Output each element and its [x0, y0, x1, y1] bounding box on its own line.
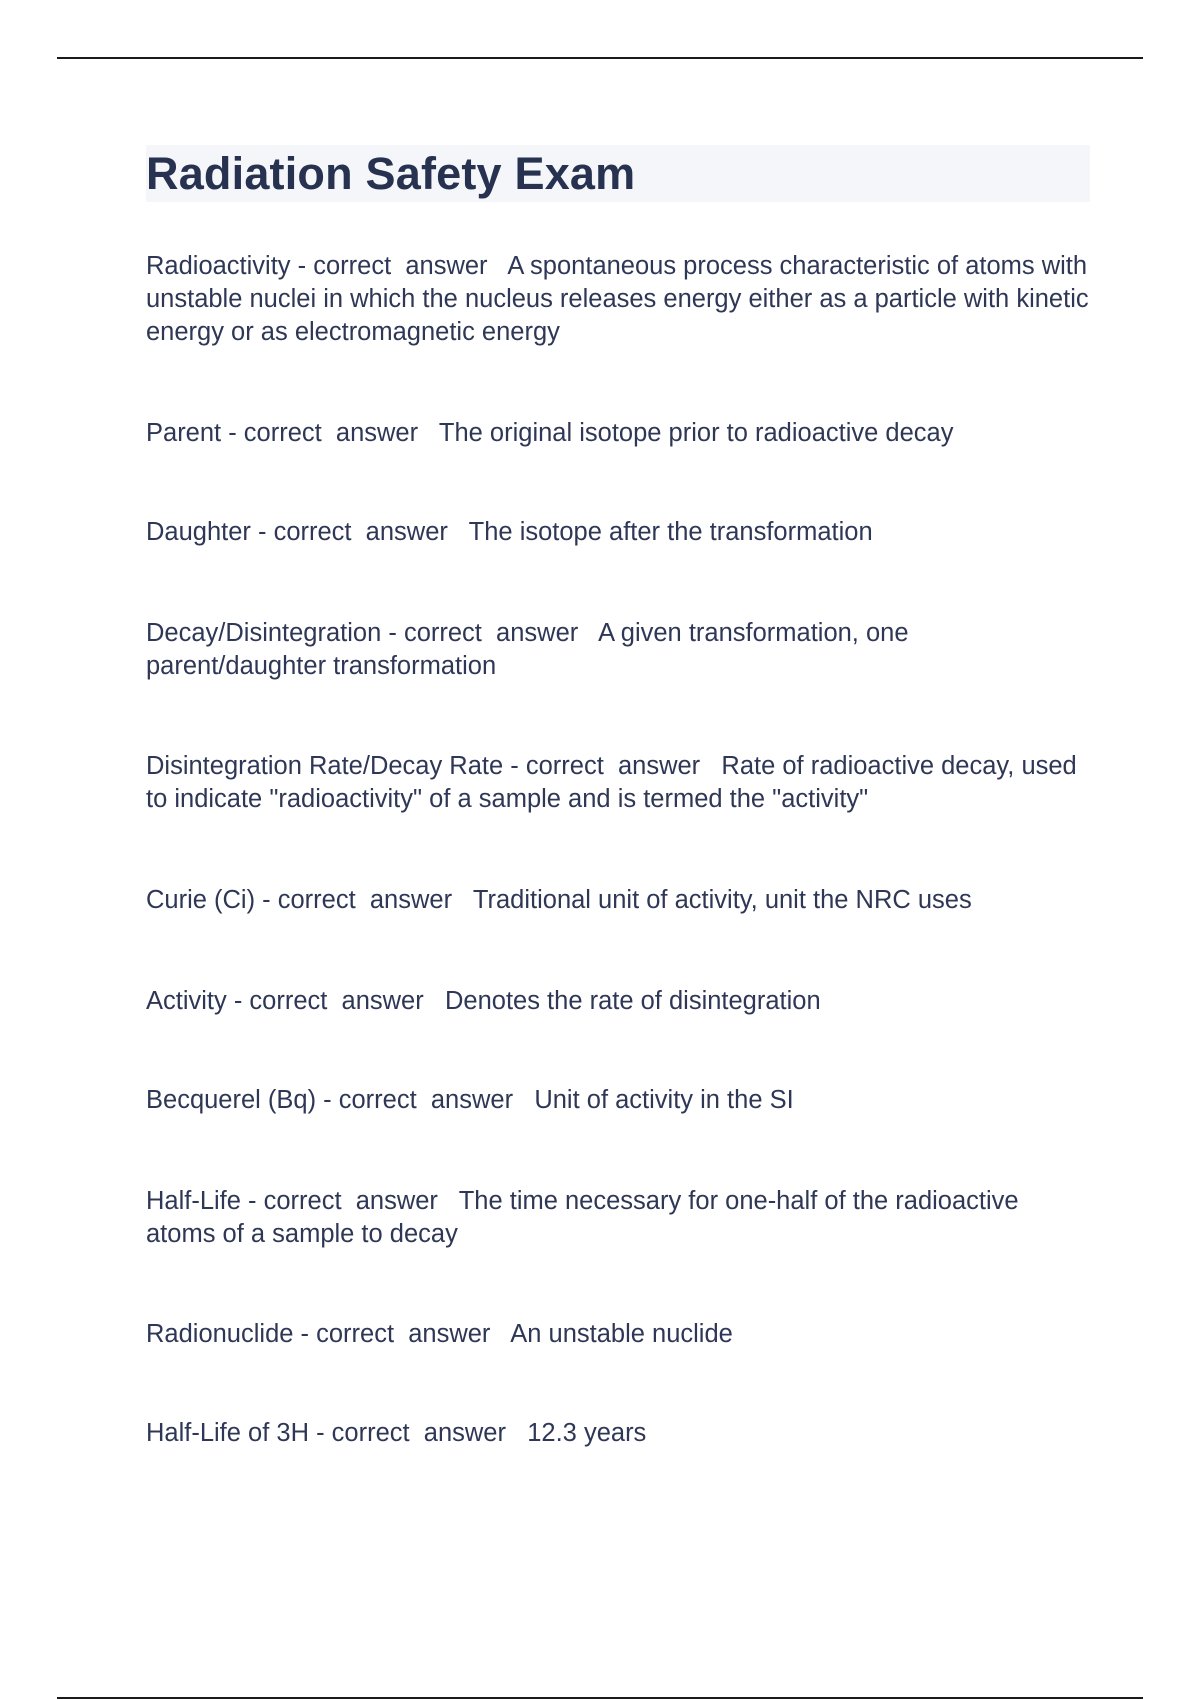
qa-item	[146, 617, 1090, 683]
qa-separator: - correct answer	[293, 1320, 511, 1348]
qa-term: Half-Life of 3H	[146, 1419, 309, 1447]
qa-answer: The isotope after the transformation	[468, 518, 873, 546]
qa-separator: - correct answer	[255, 886, 473, 914]
qa-term: Disintegration Rate/Decay Rate	[146, 752, 504, 780]
qa-item	[146, 884, 1090, 917]
qa-separator: - correct answer	[250, 518, 469, 546]
qa-term: Daughter	[146, 518, 251, 546]
qa-item	[146, 250, 1090, 349]
qa-item	[146, 985, 1090, 1018]
qa-term: Curie (Ci)	[146, 886, 256, 914]
qa-item	[146, 1417, 1090, 1450]
qa-separator: - correct answer	[503, 752, 722, 780]
qa-item	[146, 1318, 1090, 1351]
qa-answer: Traditional unit of activity, unit the NRC uses	[472, 886, 972, 914]
qa-item	[146, 1084, 1090, 1117]
qa-answer: A given transformation, one parent/daughter transformation	[146, 619, 909, 680]
qa-answer: An unstable nuclide	[510, 1320, 733, 1348]
qa-answer: Denotes the rate of disintegration	[445, 987, 821, 1015]
qa-separator: - correct answer	[316, 1086, 535, 1114]
qa-term: Activity	[146, 987, 227, 1015]
qa-item	[146, 750, 1090, 816]
qa-term: Half-Life	[146, 1187, 241, 1215]
qa-answer: Rate of radioactive decay, used to indicate "radioactivity" of a sample and is termed the "activity"	[146, 752, 1077, 813]
qa-answer: 12.3 years	[527, 1419, 647, 1447]
qa-item	[146, 516, 1090, 549]
title-bar	[146, 145, 1090, 202]
qa-separator: - correct answer	[226, 987, 445, 1015]
qa-item	[146, 1185, 1090, 1251]
qa-answer: A spontaneous process characteristic of atoms with unstable nuclei in which the nucleus releases energy either as a particle with kinetic energy or as electromagnetic energy	[146, 252, 1089, 346]
qa-term: Radionuclide	[146, 1320, 294, 1348]
qa-item	[146, 417, 1090, 450]
qa-term: Decay/Disintegration	[146, 619, 382, 647]
qa-separator: - correct answer	[221, 419, 439, 447]
footer-rule	[57, 1697, 1143, 1699]
qa-separator: - correct answer	[309, 1419, 528, 1447]
qa-term: Radioactivity	[146, 252, 291, 280]
page-title: Radiation Safety Exam	[146, 148, 636, 199]
qa-answer: The time necessary for one-half of the radioactive atoms of a sample to decay	[146, 1187, 1019, 1248]
document-page	[146, 145, 1090, 1447]
qa-separator: - correct answer	[240, 1187, 459, 1215]
qa-answer: Unit of activity in the SI	[534, 1086, 794, 1114]
qa-term: Parent	[146, 419, 222, 447]
qa-separator: - correct answer	[290, 252, 508, 280]
header-rule	[57, 57, 1143, 59]
qa-term: Becquerel (Bq)	[146, 1086, 317, 1114]
qa-answer: The original isotope prior to radioactive decay	[438, 419, 954, 447]
qa-separator: - correct answer	[381, 619, 599, 647]
